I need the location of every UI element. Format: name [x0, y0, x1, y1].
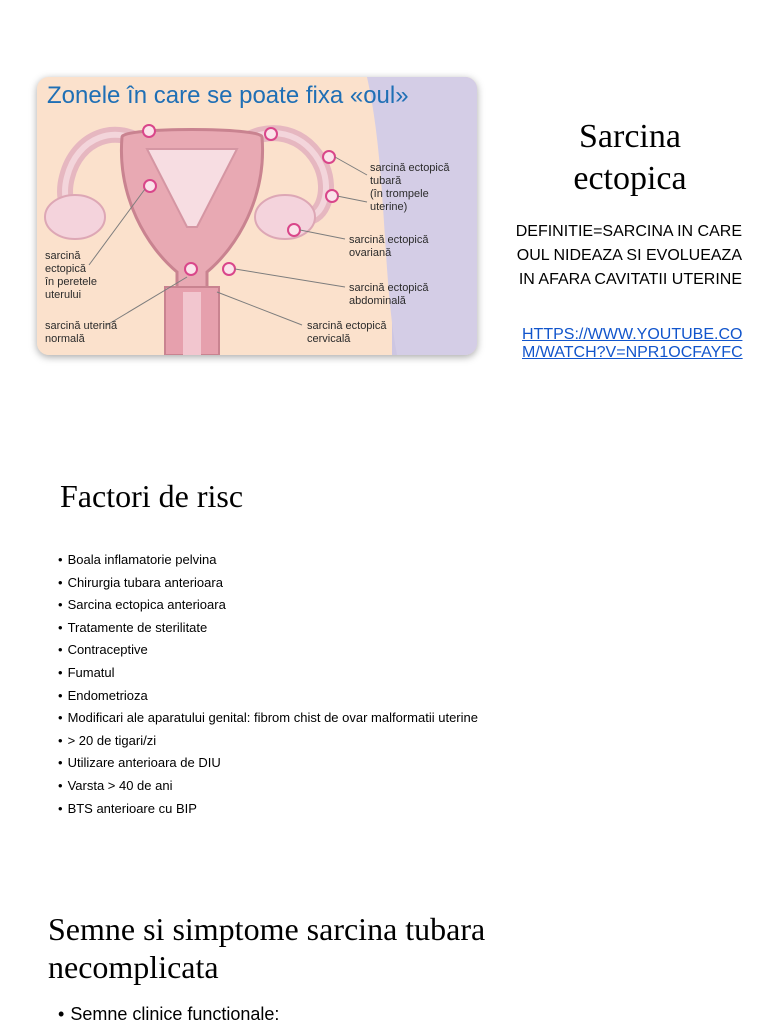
list-item: • Modificari ale aparatului genital: fibrom chist de ovar malformatii uterine	[58, 707, 478, 730]
label-tubal: sarcină ectopică	[370, 162, 450, 174]
label-normal: sarcină uterină	[45, 320, 118, 332]
label-abdominal: sarcină ectopică	[349, 282, 429, 294]
label-uterine-wall-4: uterului	[45, 289, 82, 301]
list-item: • > 20 de tigari/zi	[58, 730, 478, 753]
list-item: • Endometrioza	[58, 685, 478, 708]
label-uterine-wall-3: în peretele	[45, 276, 97, 288]
list-item: • Utilizare anterioara de DIU	[58, 752, 478, 775]
symptoms-bullet: • Semne clinice functionale:	[58, 1004, 279, 1025]
slide-title-line1: Sarcina	[579, 118, 681, 155]
label-uterine-wall: sarcină	[45, 250, 81, 262]
risk-factors-title: Factori de risc	[60, 478, 244, 514]
definition-text: DEFINITIE=SARCINA IN CARE OUL NIDEAZA SI EVOLUEAZA IN AFARA CAVITATII UTERINE	[515, 223, 742, 288]
slide-title-line2: ectopica	[573, 160, 687, 197]
label-ovarian: sarcină ectopică	[349, 234, 429, 246]
list-item: • Chirurgia tubara anterioara	[58, 572, 478, 595]
symptoms-title: Semne si simptome sarcina tubara necomplicata	[48, 911, 486, 985]
uterus-diagram-image	[37, 77, 477, 355]
slide-title	[520, 116, 740, 200]
uterus-diagram	[37, 77, 477, 355]
youtube-link[interactable]: HTTPS://WWW.YOUTUBE.COM/WATCH?V=NPR1OCFAYFC	[522, 326, 743, 361]
list-item: • Varsta > 40 de ani	[58, 775, 478, 798]
label-normal-2: normală	[45, 333, 85, 345]
label-uterine-wall-2: ectopică	[45, 263, 86, 275]
label-abdominal-2: abdominală	[349, 295, 406, 307]
risk-factors-list	[58, 549, 478, 820]
list-item: • Sarcina ectopica anterioara	[58, 594, 478, 617]
slide-ectopic-pregnancy	[0, 0, 768, 430]
label-tubal-3: (în trompele	[370, 188, 429, 200]
label-cervical: sarcină ectopică	[307, 320, 387, 332]
list-item: • Tratamente de sterilitate	[58, 617, 478, 640]
label-cervical-2: cervicală	[307, 333, 351, 345]
label-tubal-2: tubară	[370, 175, 402, 187]
label-tubal-4: uterine)	[370, 201, 408, 213]
list-item: • Fumatul	[58, 662, 478, 685]
list-item: • BTS anterioare cu BIP	[58, 798, 478, 821]
label-ovarian-2: ovariană	[349, 247, 392, 259]
diagram-title: Zonele în care se poate fixa «oul»	[47, 82, 409, 109]
list-item: • Contraceptive	[58, 639, 478, 662]
list-item: • Boala inflamatorie pelvina	[58, 549, 478, 572]
